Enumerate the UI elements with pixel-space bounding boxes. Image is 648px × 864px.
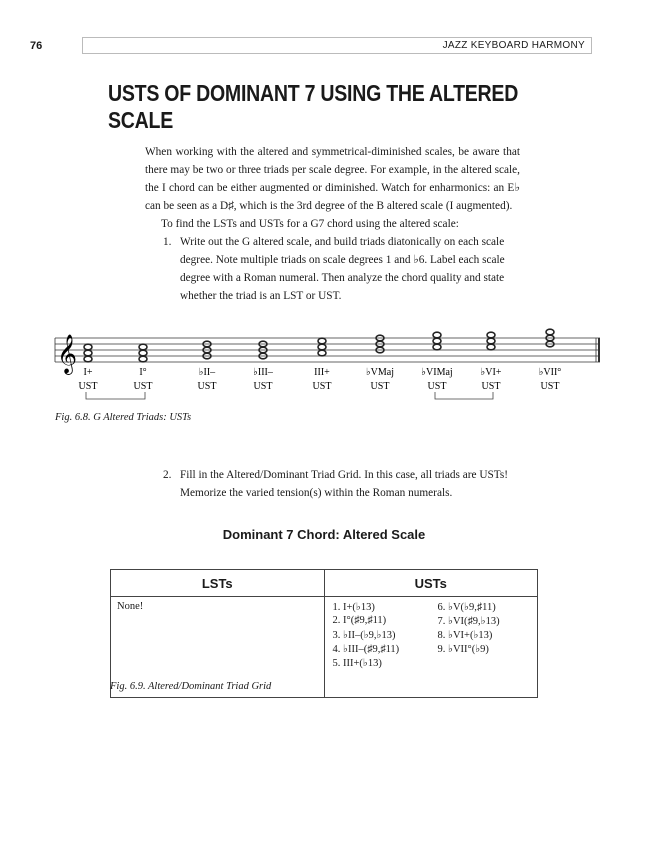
chord-numeral: III+ [314, 367, 330, 378]
grid-caption: Fig. 6.9. Altered/Dominant Triad Grid [110, 681, 272, 692]
ust-item: 9. ♭VII°(♭9) [437, 644, 489, 655]
bracket [86, 392, 145, 399]
lsts-cell: None! [111, 597, 325, 698]
ust-item: 4. ♭III–(♯9,♯11) [332, 644, 400, 655]
note-head [84, 356, 92, 362]
ust-item: 3. ♭II–(♭9,♭13) [332, 630, 396, 641]
note-head [139, 356, 147, 362]
grid-title: Dominant 7 Chord: Altered Scale [222, 527, 426, 542]
chord-type: UST [197, 381, 217, 392]
note-head [546, 329, 554, 335]
note-head [433, 332, 441, 338]
music-staff [0, 320, 648, 410]
note-head [84, 350, 92, 356]
ust-item: 7. ♭VI(♯9,♭13) [437, 616, 500, 627]
chord-numeral: ♭VII° [538, 367, 562, 378]
chord-numeral: ♭VMaj [365, 367, 395, 378]
note-head [433, 344, 441, 350]
chord-type: UST [540, 381, 560, 392]
chord-numeral: I+ [83, 367, 93, 378]
note-head [487, 332, 495, 338]
instruction-paragraph: To find the LSTs and USTs for a G7 chord using the altered scale: [161, 218, 459, 230]
figure-caption: Fig. 6.8. G Altered Triads: USTs [55, 412, 192, 423]
triad-grid [110, 569, 538, 698]
note-head [433, 338, 441, 344]
bracket [435, 392, 493, 399]
chord-numeral: ♭II– [198, 367, 216, 378]
chord-numeral: ♭VIMaj [421, 367, 453, 378]
running-title: JAZZ KEYBOARD HARMONY [442, 40, 585, 51]
chord-type: UST [78, 381, 98, 392]
note-head [318, 350, 326, 356]
running-header [82, 37, 592, 54]
chord-type: UST [481, 381, 501, 392]
usts-cell [324, 597, 538, 698]
ust-item: 2. I°(♯9,♯11) [332, 615, 387, 626]
ust-item: 5. III+(♭13) [332, 658, 382, 669]
step-1: 1. Write out the G altered scale, and build triads diatonically on each scale degree. Note multiple triads on scale degrees 1 and ♭6. Label each scale degree with a Roman numeral. Then analyze the chord quality and state whether the triad is an LST or UST. [163, 236, 505, 302]
note-head [84, 344, 92, 350]
chord-type: UST [133, 381, 153, 392]
chord-type: UST [427, 381, 447, 392]
header-lsts: LSTs [111, 570, 325, 597]
ust-item: 1. I+(♭13) [332, 602, 375, 613]
note-head [318, 338, 326, 344]
chord-type: UST [312, 381, 332, 392]
chord-numeral: ♭VI+ [480, 367, 502, 378]
step-2: 2. Fill in the Altered/Dominant Triad Grid. In this case, all triads are USTs! Memorize the varied tension(s) within the Roman numerals. [163, 469, 509, 499]
header-usts: USTs [324, 570, 538, 597]
page-number: 76 [30, 40, 43, 52]
chord-type: UST [253, 381, 273, 392]
note-head [139, 350, 147, 356]
note-head [139, 344, 147, 350]
section-title: USTS OF DOMINANT 7 USING THE ALTERED SCALE [108, 80, 519, 133]
note-head [318, 344, 326, 350]
note-head [487, 344, 495, 350]
chord-numeral: I° [139, 367, 147, 378]
ust-item: 8. ♭VI+(♭13) [437, 630, 493, 641]
treble-clef-icon: 𝄞 [57, 336, 78, 373]
ust-item: 6. ♭V(♭9,♯11) [437, 602, 496, 613]
chord-numeral: ♭III– [253, 367, 273, 378]
chord-type: UST [370, 381, 390, 392]
note-head [487, 338, 495, 344]
intro-paragraph: When working with the altered and symmetrical-diminished scales, be aware that there may be two or three triads per scale degree. For example, in the altered scale, the I chord can be either augmented or diminished. Watch for enharmonics: an E♭ can be seen as a D♯, which is the 3rd degree of the B altered scale (I augmented). [145, 146, 520, 212]
